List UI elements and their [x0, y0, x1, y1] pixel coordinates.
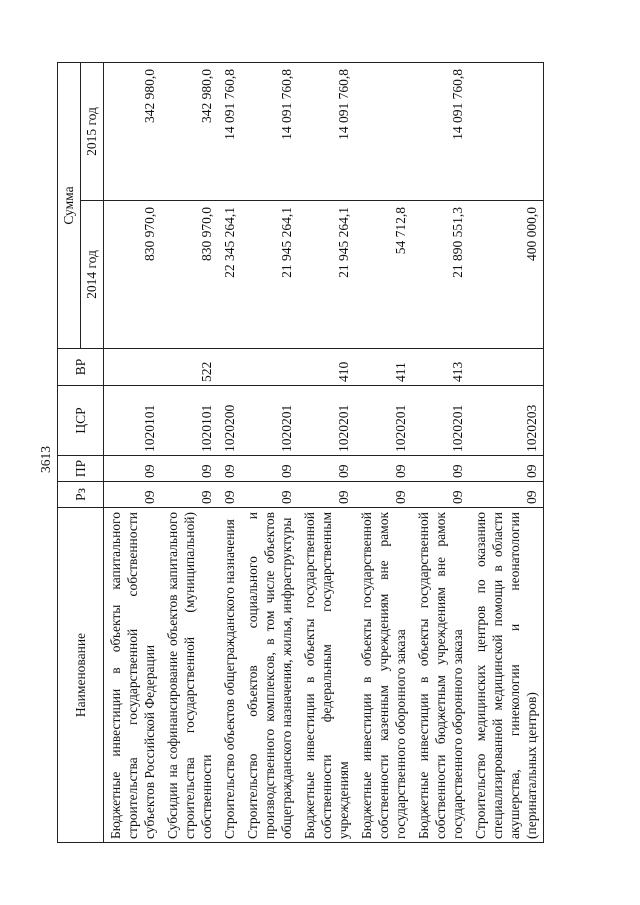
table-row: [412, 62, 469, 842]
table-row: [298, 62, 355, 842]
table-row: [104, 62, 162, 842]
row-csr: 1020201: [355, 386, 412, 456]
col-2015-header: 2015 год: [81, 62, 104, 200]
col-sum-header: Сумма: [58, 62, 81, 348]
row-2015: [469, 62, 544, 200]
row-vr: 522: [161, 349, 218, 386]
row-csr: 1020101: [161, 386, 218, 456]
table-row: [218, 62, 241, 842]
row-pr: 09: [298, 456, 355, 482]
page: [30, 63, 590, 843]
row-name: Бюджетные инвестиции в объекты государственной собственности казенным учреждениям вне рамок государственного оборонного заказа: [355, 508, 412, 843]
table-row: [355, 62, 412, 842]
row-2015: 14 091 760,8: [218, 62, 241, 200]
row-name: Бюджетные инвестиции в объекты капитального строительства государственной собственности субъектов Российской Федерации: [104, 508, 162, 843]
row-pr: 09: [469, 456, 544, 482]
row-name: Строительство объектов общегражданского назначения: [218, 508, 241, 843]
row-pr: 09: [355, 456, 412, 482]
row-rz: 09: [412, 482, 469, 508]
row-2014: 22 345 264,1: [218, 201, 241, 349]
row-2015: 342 980,0: [161, 62, 218, 200]
table-row: [241, 62, 298, 842]
row-2014: 21 945 264,1: [298, 201, 355, 349]
page-number: 3613: [38, 446, 53, 473]
row-vr: [469, 349, 544, 386]
row-2014: 21 890 551,3: [412, 201, 469, 349]
row-2015: 14 091 760,8: [298, 62, 355, 200]
row-2015: [355, 62, 412, 200]
row-vr: [241, 349, 298, 386]
row-vr: 413: [412, 349, 469, 386]
row-2014: 400 000,0: [469, 201, 544, 349]
row-vr: [104, 349, 162, 386]
row-2014: 21 945 264,1: [241, 201, 298, 349]
col-csr-header: ЦСР: [58, 386, 104, 456]
row-name: Бюджетные инвестиции в объекты государственной собственности федеральным государственным учреждениям: [298, 508, 355, 843]
row-csr: 1020101: [104, 386, 162, 456]
row-vr: 410: [298, 349, 355, 386]
row-rz: 09: [161, 482, 218, 508]
table-row: [161, 62, 218, 842]
row-name: Строительство медицинских центров по оказанию специализированной медицинской помощи в области акушерства, гинекологии и неонатологии (перинатальных центров): [469, 508, 544, 843]
row-rz: 09: [298, 482, 355, 508]
row-rz: 09: [218, 482, 241, 508]
row-rz: 09: [241, 482, 298, 508]
row-rz: 09: [355, 482, 412, 508]
row-2015: 342 980,0: [104, 62, 162, 200]
row-csr: 1020201: [241, 386, 298, 456]
col-name-header: Наименование: [58, 508, 104, 843]
row-pr: 09: [412, 456, 469, 482]
row-name: Строительство объектов социального и производственного комплексов, в том числе объектов общегражданского назначения, жилья, инфраструктуры: [241, 508, 298, 843]
row-2015: 14 091 760,8: [412, 62, 469, 200]
row-csr: 1020201: [412, 386, 469, 456]
rotated-page: [30, 63, 590, 843]
col-2014-header: 2014 год: [81, 201, 104, 349]
row-pr: 09: [241, 456, 298, 482]
row-pr: 09: [161, 456, 218, 482]
row-pr: 09: [104, 456, 162, 482]
row-csr: 1020200: [218, 386, 241, 456]
row-name: Бюджетные инвестиции в объекты государственной собственности бюджетным учреждениям вне рамок государственного оборонного заказа: [412, 508, 469, 843]
table-row: [469, 62, 544, 842]
row-vr: 411: [355, 349, 412, 386]
row-2014: 830 970,0: [104, 201, 162, 349]
row-csr: 1020203: [469, 386, 544, 456]
row-2014: 830 970,0: [161, 201, 218, 349]
row-2015: 14 091 760,8: [241, 62, 298, 200]
col-pr-header: ПР: [58, 456, 104, 482]
budget-table: [57, 62, 544, 843]
col-rz-header: Рз: [58, 482, 104, 508]
row-name: Субсидии на софинансирование объектов капитального строительства государственной (муниципальной) собственности: [161, 508, 218, 843]
row-csr: 1020201: [298, 386, 355, 456]
row-rz: 09: [104, 482, 162, 508]
row-pr: 09: [218, 456, 241, 482]
row-vr: [218, 349, 241, 386]
col-vr-header: ВР: [58, 349, 104, 386]
row-2014: 54 712,8: [355, 201, 412, 349]
row-rz: 09: [469, 482, 544, 508]
